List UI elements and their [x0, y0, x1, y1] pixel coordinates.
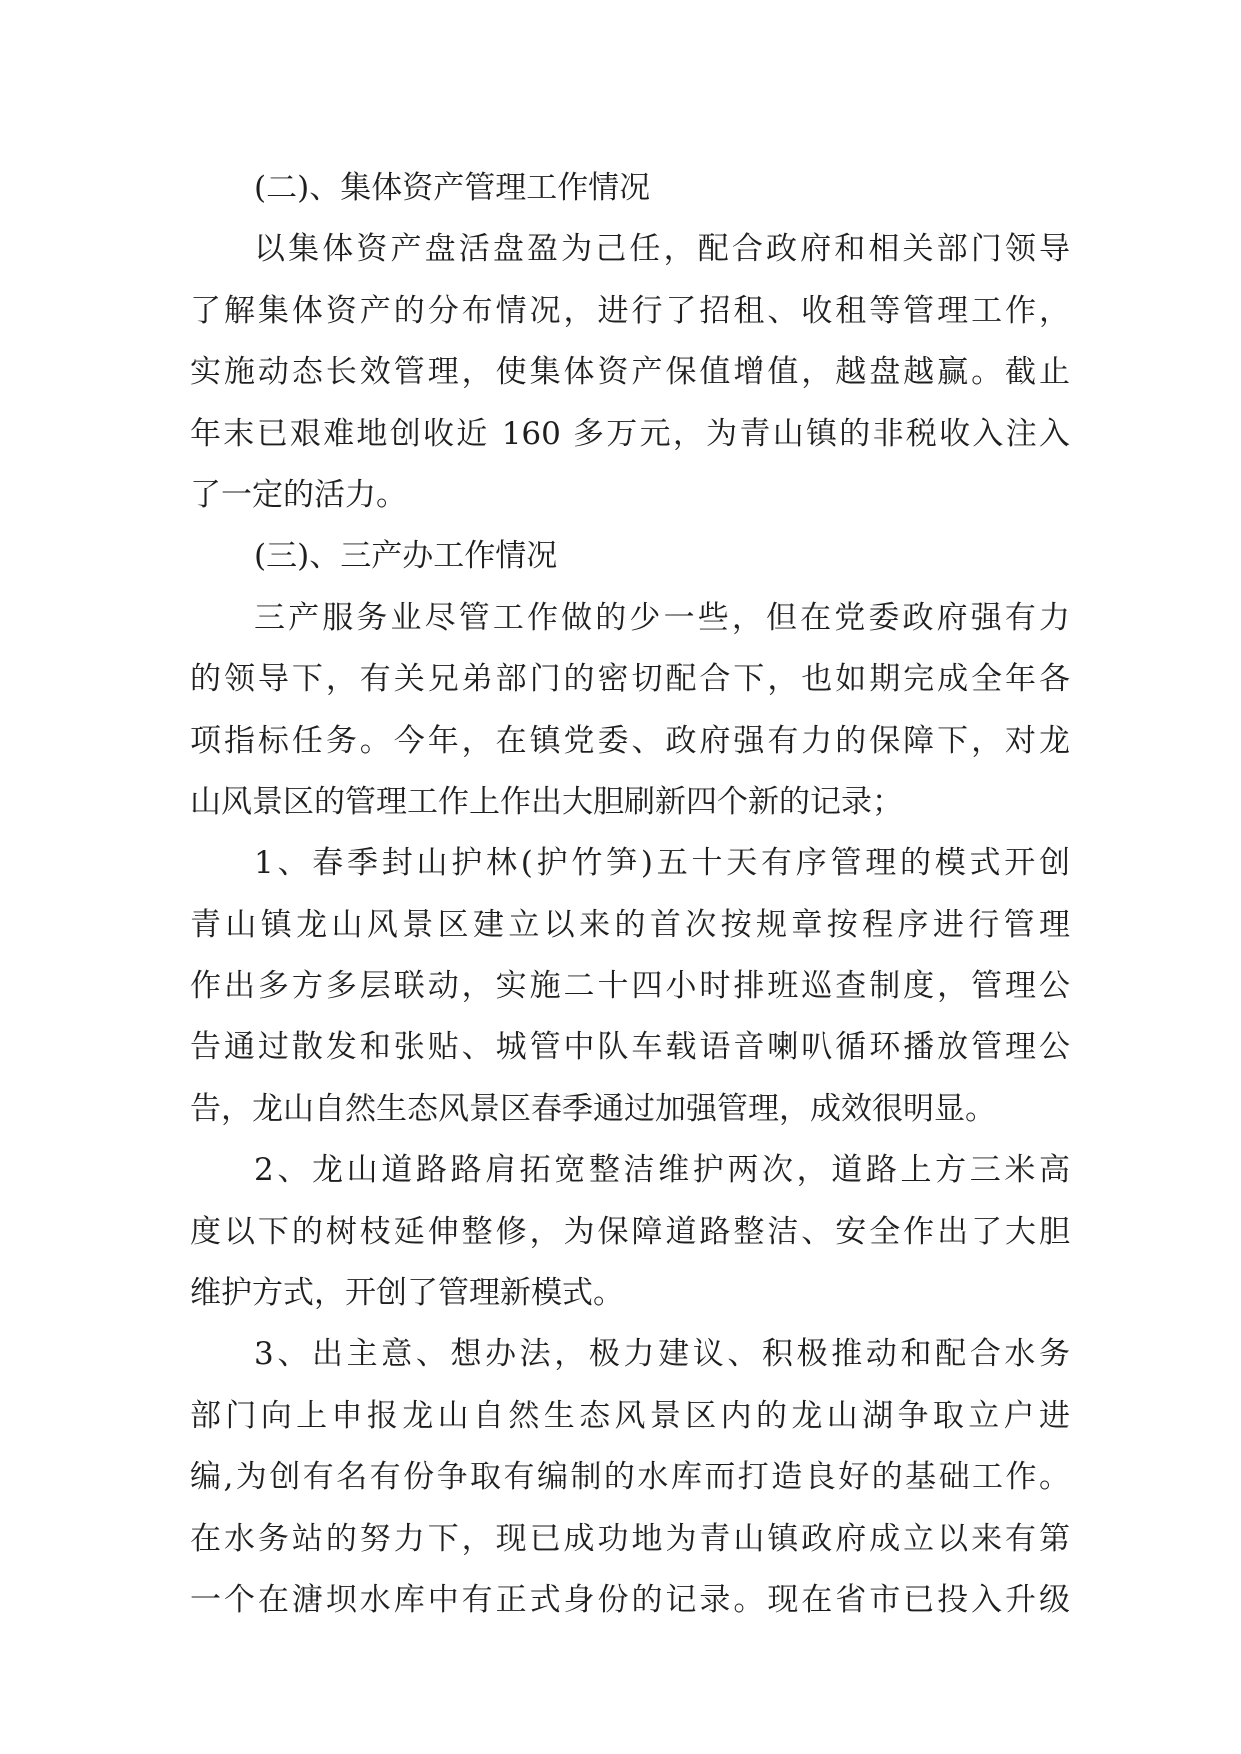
document-body: [190, 158, 1070, 1631]
list-item-3-line: 部门向上申报龙山自然生态风景区内的龙山湖争取立户进: [190, 1397, 1070, 1434]
list-item-1-line: 告通过散发和张贴、城管中队车载语音喇叭循环播放管理公: [190, 1029, 1070, 1066]
list-item-2-line: 2、龙山道路路肩拓宽整洁维护两次，道路上方三米高: [254, 1152, 1070, 1189]
section-heading-collective-assets: (二)、集体资产管理工作情况: [254, 170, 651, 206]
paragraph-line: 项指标任务。今年，在镇党委、政府强有力的保障下，对龙: [190, 722, 1070, 759]
paragraph-line: 的领导下，有关兄弟部门的密切配合下，也如期完成全年各: [190, 661, 1070, 698]
paragraph-line: 了解集体资产的分布情况，进行了招租、收租等管理工作，: [190, 292, 1070, 329]
list-item-2-line: 维护方式，开创了管理新模式。: [190, 1275, 624, 1312]
list-item-1-line: 作出多方多层联动，实施二十四小时排班巡查制度，管理公: [190, 968, 1070, 1005]
list-item-1-line: 青山镇龙山风景区建立以来的首次按规章按程序进行管理: [190, 906, 1070, 943]
list-item-1-line: 告，龙山自然生态风景区春季通过加强管理，成效很明显。: [190, 1090, 996, 1127]
paragraph-line: 以集体资产盘活盘盈为己任，配合政府和相关部门领导: [254, 231, 1070, 268]
list-item-3-line: 3、出主意、想办法，极力建议、积极推动和配合水务: [254, 1336, 1070, 1373]
paragraph-line: 实施动态长效管理，使集体资产保值增值，越盘越赢。截止: [190, 354, 1070, 391]
paragraph-line: 三产服务业尽管工作做的少一些，但在党委政府强有力: [254, 599, 1070, 636]
section-heading-tertiary-office: (三)、三产办工作情况: [254, 538, 558, 575]
list-item-1-line: 1、春季封山护林(护竹笋)五十天有序管理的模式开创: [254, 845, 1070, 882]
paragraph-line: 年末已艰难地创收近 160 多万元，为青山镇的非税收入注入: [190, 415, 1070, 452]
list-item-2-line: 度以下的树枝延伸整修，为保障道路整洁、安全作出了大胆: [190, 1213, 1070, 1250]
paragraph-line: 了一定的活力。: [190, 476, 407, 513]
list-item-3-line: 编,为创有名有份争取有编制的水库而打造良好的基础工作。: [190, 1459, 1070, 1496]
list-item-3-line: 一个在溏坝水库中有正式身份的记录。现在省市已投入升级: [190, 1581, 1070, 1618]
paragraph-line: 山风景区的管理工作上作出大胆刷新四个新的记录；: [190, 783, 903, 820]
list-item-3-line: 在水务站的努力下，现已成功地为青山镇政府成立以来有第: [190, 1520, 1070, 1557]
